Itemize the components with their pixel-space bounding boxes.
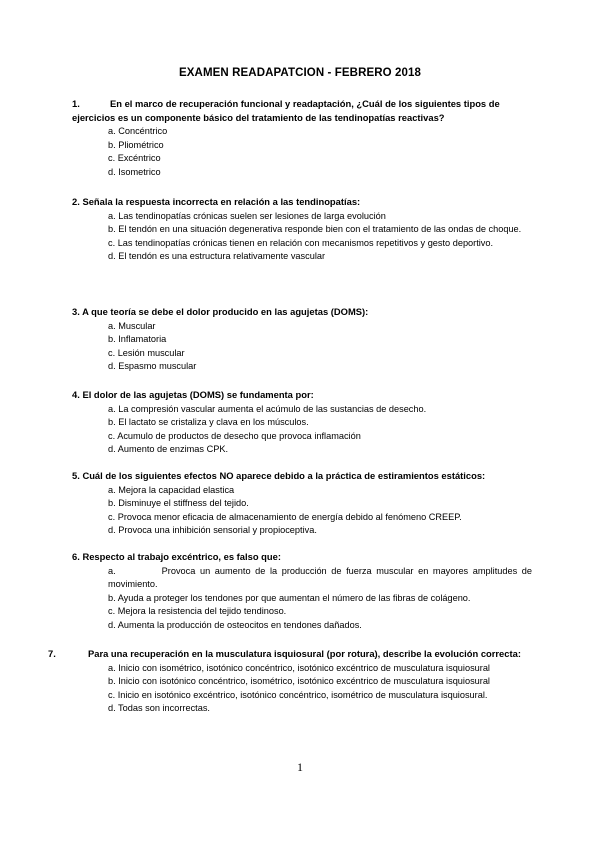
option-b: b. Inicio con isotónico concéntrico, isométrico, isotónico excéntrico de musculatura isquiosural bbox=[108, 676, 490, 687]
question-3 bbox=[72, 305, 532, 374]
option-c: c. Lesión muscular bbox=[108, 347, 185, 358]
option-a: a. La compresión vascular aumenta el acúmulo de las sustancias de desecho. bbox=[108, 403, 427, 414]
question-text: Respecto al trabajo excéntrico, es falso que: bbox=[82, 551, 281, 562]
option-d: d. Provoca una inhibición sensorial y propioceptiva. bbox=[108, 525, 317, 536]
options-list bbox=[108, 662, 532, 716]
question-text: El dolor de las agujetas (DOMS) se fundamenta por: bbox=[82, 389, 314, 400]
question-number: 4. bbox=[72, 389, 80, 400]
option-d: d. Aumenta la producción de osteocitos en tendones dañados. bbox=[108, 619, 362, 630]
question-1 bbox=[72, 97, 532, 180]
page-number: 1 bbox=[297, 760, 303, 774]
question-1-stem bbox=[72, 97, 532, 124]
option-b: b. Disminuye el stiffness del tejido. bbox=[108, 498, 249, 509]
option-d: d. Espasmo muscular bbox=[108, 361, 197, 372]
question-6 bbox=[72, 550, 535, 633]
option-c: c. Excéntrico bbox=[108, 153, 161, 164]
question-number: 6. bbox=[72, 551, 80, 562]
question-number: 7. bbox=[48, 648, 56, 659]
options-list bbox=[108, 403, 532, 457]
option-c: c. Provoca menor eficacia de almacenamiento de energía debido al fenómeno CREEP. bbox=[108, 511, 462, 522]
option-c: c. Acumulo de productos de desecho que provoca inflamación bbox=[108, 430, 361, 441]
option-b: b. El lactato se cristaliza y clava en los músculos. bbox=[108, 417, 309, 428]
option-c: c. Inicio en isotónico excéntrico, isotónico concéntrico, isométrico de musculatura isquiosural. bbox=[108, 689, 488, 700]
question-text: Señala la respuesta incorrecta en relación a las tendinopatías: bbox=[82, 196, 361, 207]
option-a: a. Inicio con isométrico, isotónico concéntrico, isotónico excéntrico de musculatura isquiosural bbox=[108, 662, 490, 673]
question-5 bbox=[72, 469, 532, 538]
exam-title: EXAMEN READAPATCION - FEBRERO 2018 bbox=[179, 67, 421, 79]
question-2-stem bbox=[72, 195, 532, 209]
question-7 bbox=[48, 647, 532, 716]
question-4-stem bbox=[72, 388, 532, 402]
question-6-stem bbox=[72, 550, 532, 564]
question-text: Para una recuperación en la musculatura isquiosural (por rotura), describe la evolución correcta: bbox=[88, 648, 521, 659]
options-list bbox=[108, 484, 532, 538]
question-5-stem bbox=[72, 469, 532, 483]
option-d: d. Isometrico bbox=[108, 166, 161, 177]
question-text: A que teoría se debe el dolor producido en las agujetas (DOMS): bbox=[82, 306, 369, 317]
question-text: Cuál de los siguientes efectos NO aparece debido a la práctica de estiramientos estáticos: bbox=[82, 470, 486, 481]
option-b: b. Ayuda a proteger los tendones por que aumentan el número de las fibras de colágeno. bbox=[108, 592, 471, 603]
options-list bbox=[108, 125, 532, 179]
question-number: 3. bbox=[72, 306, 80, 317]
option-a: a. Provoca un aumento de la producción de fuerza muscular en mayores amplitudes de movimiento. bbox=[108, 565, 535, 590]
option-d: d. El tendón es una estructura relativamente vascular bbox=[108, 251, 326, 262]
options-list bbox=[108, 320, 532, 374]
option-b: b. Pliométrico bbox=[108, 139, 164, 150]
option-a: a. Concéntrico bbox=[108, 126, 168, 137]
option-b: b. Inflamatoria bbox=[108, 334, 167, 345]
option-b: b. El tendón en una situación degenerativa responde bien con el tratamiento de las ondas de choque. bbox=[108, 224, 522, 235]
question-2 bbox=[72, 195, 532, 264]
question-3-stem bbox=[72, 305, 532, 319]
option-d: d. Aumento de enzimas CPK. bbox=[108, 444, 229, 455]
question-7-stem bbox=[48, 647, 532, 661]
question-4 bbox=[72, 388, 532, 457]
option-a: a. Mejora la capacidad elastica bbox=[108, 484, 235, 495]
options-list bbox=[108, 210, 532, 264]
question-number: 5. bbox=[72, 470, 80, 481]
option-c: c. Mejora la resistencia del tejido tendinoso. bbox=[108, 606, 287, 617]
option-d: d. Todas son incorrectas. bbox=[108, 703, 210, 714]
option-a: a. Las tendinopatías crónicas suelen ser lesiones de larga evolución bbox=[108, 210, 386, 221]
option-a: a. Muscular bbox=[108, 320, 156, 331]
question-number: 1. bbox=[72, 98, 80, 109]
option-c: c. Las tendinopatías crónicas tienen en relación con mecanismos repetitivos y gesto deportivo. bbox=[108, 237, 494, 248]
question-number: 2. bbox=[72, 196, 80, 207]
question-text: En el marco de recuperación funcional y readaptación, ¿Cuál de los siguientes tipos de ejercicios es un componente básico del tratamiento de las tendinopatías reactivas? bbox=[72, 98, 500, 123]
options-list bbox=[108, 565, 535, 633]
